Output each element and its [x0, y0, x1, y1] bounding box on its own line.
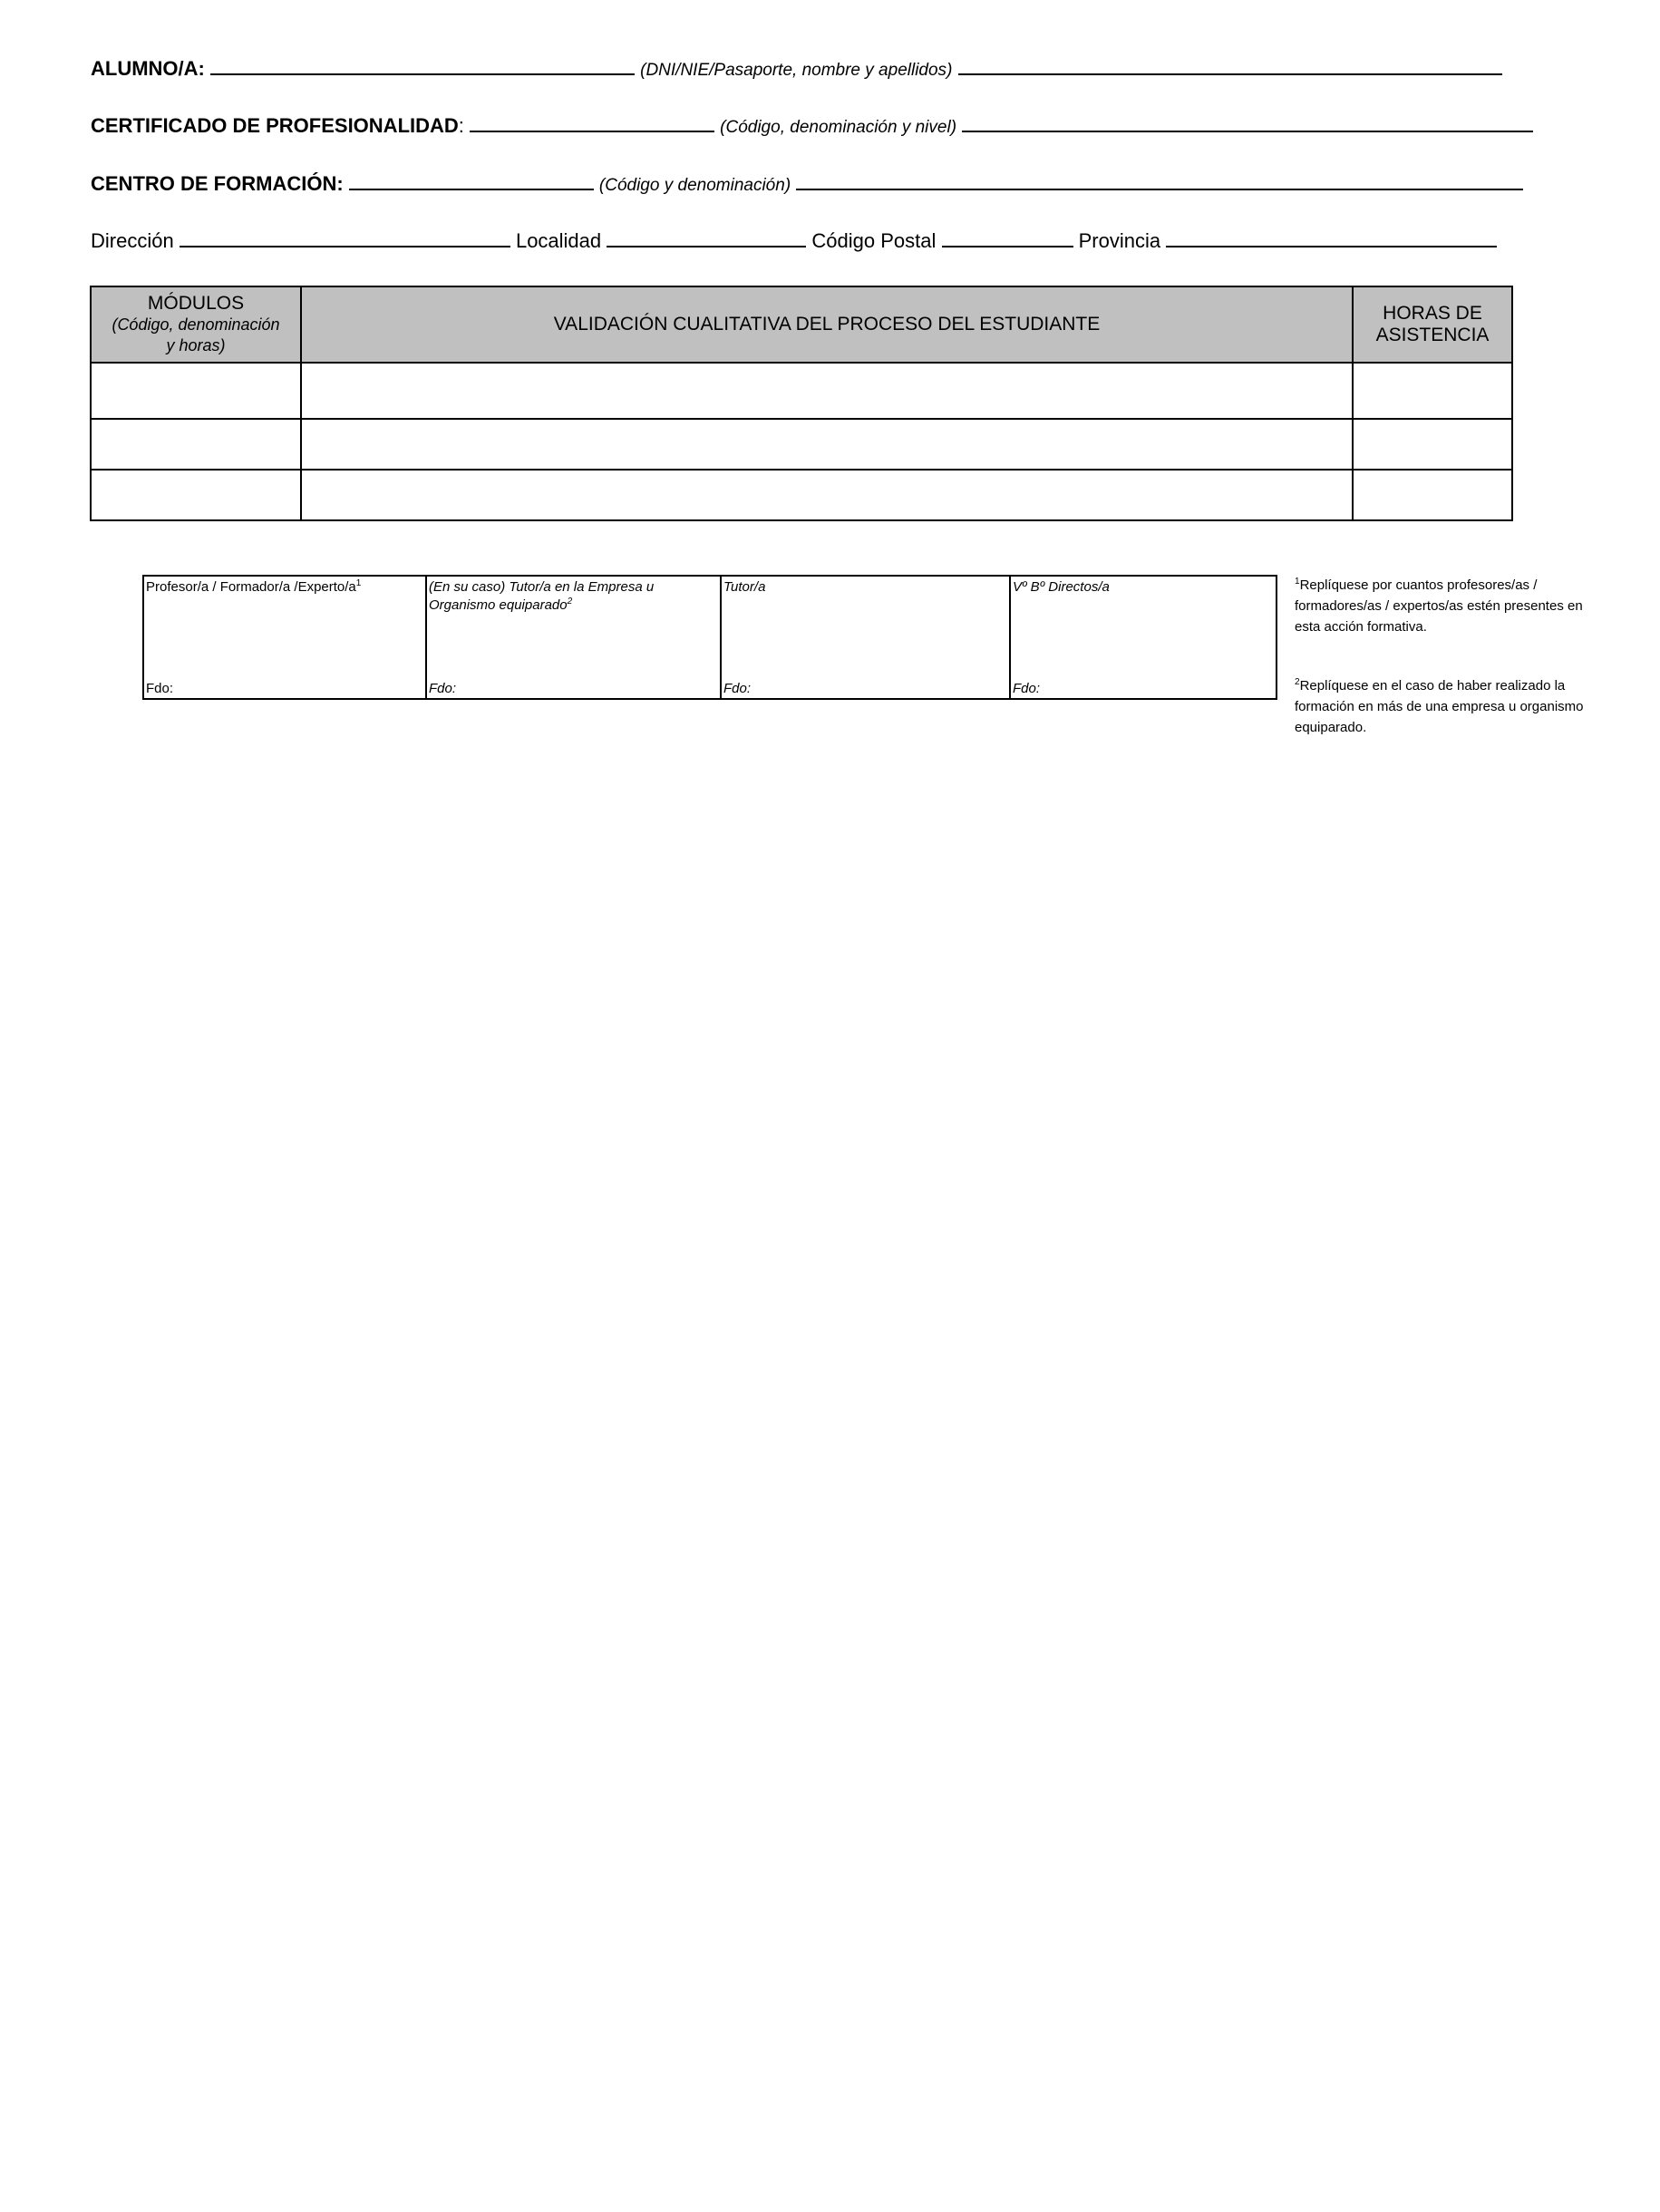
footnote-2-sup: 2 [1295, 677, 1300, 687]
alumno-label: ALUMNO/A: [91, 57, 205, 80]
table-row [91, 419, 1512, 470]
tutor-empresa-fdo: Fdo: [429, 681, 457, 696]
certificado-label: CERTIFICADO DE PROFESIONALIDAD [91, 114, 459, 137]
centro-blank-1[interactable] [349, 172, 594, 190]
modulos-title: MÓDULOS [147, 293, 245, 314]
table-row [91, 470, 1512, 520]
footnote-1 [1295, 575, 1594, 637]
validacion-cell[interactable] [301, 470, 1353, 520]
validacion-cell[interactable] [301, 419, 1353, 470]
certificado-hint: Código, denominación y nivel [725, 118, 951, 137]
tutor-empresa-sup: 2 [567, 597, 573, 606]
footnote-1-text: Replíquese por cuantos profesores/as / formadores/as / expertos/as estén presentes en esta acción formativa. [1295, 577, 1583, 635]
centro-hint: Código y denominación [605, 176, 785, 195]
tutor-empresa-label: (En su caso) Tutor/a en la Empresa u Organismo equiparado [429, 579, 655, 613]
validacion-header: VALIDACIÓN CUALITATIVA DEL PROCESO DEL ESTUDIANTE [301, 286, 1353, 363]
director-fdo: Fdo: [1013, 681, 1041, 696]
centro-blank-2[interactable] [796, 172, 1523, 190]
modulos-header: MÓDULOS (Código, denominación y horas) [91, 286, 301, 363]
horas-header [1353, 286, 1512, 363]
profesor-label: Profesor/a / Formador/a /Experto/a [146, 579, 356, 595]
provincia-blank[interactable] [1166, 229, 1497, 247]
table-row [91, 363, 1512, 419]
direccion-line [91, 229, 1505, 253]
codigo-postal-blank[interactable] [942, 229, 1073, 247]
signature-table [142, 575, 1277, 700]
modulo-cell[interactable] [91, 470, 301, 520]
alumno-blank-2[interactable] [958, 57, 1502, 75]
horas-title-b: ASISTENCIA [1375, 325, 1490, 345]
localidad-label: Localidad [515, 229, 602, 252]
footnote-1-sup: 1 [1295, 577, 1300, 587]
director-label: Vº Bº Directos/a [1013, 579, 1110, 595]
horas-title-a: HORAS DE [1383, 303, 1482, 324]
tutor-signature-box[interactable] [721, 576, 1010, 699]
horas-cell[interactable] [1353, 363, 1512, 419]
modules-table-header [91, 286, 1512, 363]
certificado-blank-1[interactable] [470, 114, 714, 132]
director-signature-box[interactable] [1010, 576, 1277, 699]
profesor-signature-box[interactable] [143, 576, 426, 699]
direccion-blank[interactable] [180, 229, 510, 247]
validacion-cell[interactable] [301, 363, 1353, 419]
horas-cell[interactable] [1353, 419, 1512, 470]
provincia-label: Provincia [1078, 229, 1161, 252]
modulos-sub-a: Código, denominación [117, 315, 280, 334]
alumno-line: ALUMNO/A: (DNI/NIE/Pasaporte, nombre y apellidos) [91, 57, 1505, 81]
localidad-blank[interactable] [607, 229, 806, 247]
centro-label: CENTRO DE FORMACIÓN: [91, 172, 344, 195]
profesor-fdo: Fdo: [146, 681, 174, 696]
tutor-fdo: Fdo: [723, 681, 752, 696]
codigo-postal-label: Código Postal [811, 229, 937, 252]
footnote-2-text: Replíquese en el caso de haber realizado la formación en más de una empresa u organismo equiparado. [1295, 678, 1584, 735]
footnote-2 [1295, 675, 1594, 738]
certificado-line: CERTIFICADO DE PROFESIONALIDAD: (Código, denominación y nivel) [91, 114, 1505, 138]
alumno-blank-1[interactable] [210, 57, 635, 75]
centro-line: CENTRO DE FORMACIÓN: (Código y denominación) [91, 172, 1505, 196]
modulo-cell[interactable] [91, 419, 301, 470]
profesor-sup: 1 [355, 578, 362, 588]
alumno-hint: DNI/NIE/Pasaporte, nombre y apellidos [646, 61, 947, 80]
tutor-empresa-signature-box[interactable] [426, 576, 721, 699]
modules-table [90, 286, 1513, 521]
horas-cell[interactable] [1353, 470, 1512, 520]
direccion-label: Dirección [91, 229, 174, 252]
certificado-blank-2[interactable] [962, 114, 1533, 132]
modulos-sub-b: y horas [166, 336, 220, 354]
modulo-cell[interactable] [91, 363, 301, 419]
tutor-label: Tutor/a [723, 579, 766, 595]
